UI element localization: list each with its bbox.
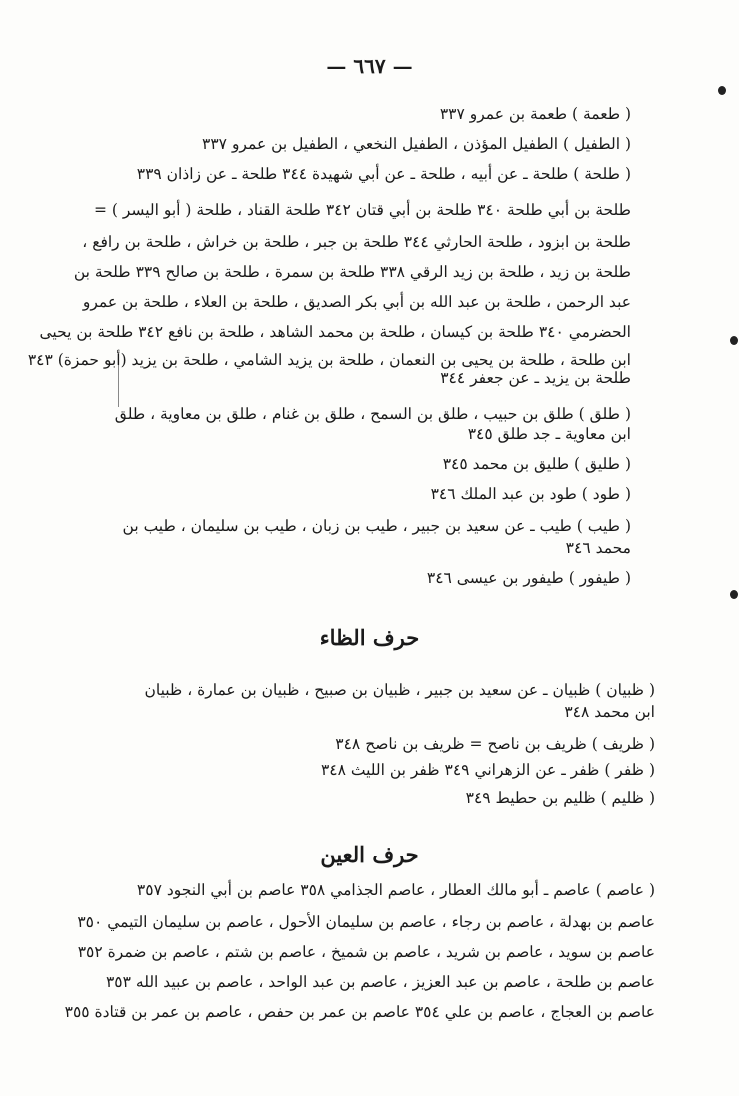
entry-line: ( طعمة ) طعمة بن عمرو ٣٣٧: [439, 105, 631, 123]
entry-line: محمد ٣٤٦: [565, 539, 631, 557]
entry-line: ( طيفور ) طيفور بن عيسى ٣٤٦: [426, 569, 631, 587]
entry-line: ( طود ) طود بن عبد الملك ٣٤٦: [430, 485, 631, 503]
entry-line: طلحة بن زيد ، طلحة بن زيد الرقي ٣٣٨ طلحة بن سمرة ، طلحة بن صالح ٣٣٩ طلحة بن: [73, 263, 631, 281]
entry-line: عبد الرحمن ، طلحة بن عبد الله بن أبي بكر الصديق ، طلحة بن العلاء ، طلحة بن عمرو: [82, 293, 631, 311]
entry-line: ( ظفر ) ظفر ـ عن الزهراني ٣٤٩ ظفر بن الليث ٣٤٨: [320, 761, 655, 779]
entry-line: ابن طلحة ، طلحة بن يحيى بن النعمان ، طلحة بن يزيد الشامي ، طلحة بن يزيد (أبو حمزة) ٣٤٣: [27, 351, 631, 369]
margin-mark: [730, 590, 738, 599]
entry-line: عاصم بن العجاج ، عاصم بن علي ٣٥٤ عاصم بن عمر بن حفص ، عاصم بن عمر بن قتادة ٣٥٥: [64, 1003, 655, 1021]
section-heading: حرف العين: [320, 842, 419, 867]
entry-line: عاصم بن طلحة ، عاصم بن عبد العزيز ، عاصم بن عبد الواحد ، عاصم بن عبيد الله ٣٥٣: [105, 973, 655, 991]
margin-mark: [730, 336, 738, 345]
entry-line: الحضرمي ٣٤٠ طلحة بن كيسان ، طلحة بن محمد الشاهد ، طلحة بن نافع ٣٤٢ طلحة بن يحيى: [39, 323, 631, 341]
entry-line: ( الطفيل ) الطفيل المؤذن ، الطفيل النخعي ، الطفيل بن عمرو ٣٣٧: [202, 135, 631, 153]
entry-line: طلحة بن ابزود ، طلحة الحارثي ٣٤٤ طلحة بن جبر ، طلحة بن خراش ، طلحة بن رافع ،: [82, 233, 631, 251]
entry-line: ( طلق ) طلق بن حبيب ، طلق بن السمح ، طلق بن غنام ، طلق بن معاوية ، طلق: [114, 405, 631, 423]
page-number: — ٦٦٧ —: [326, 54, 413, 78]
entry-line: عاصم بن سويد ، عاصم بن شريد ، عاصم بن شميخ ، عاصم بن شتم ، عاصم بن ضمرة ٣٥٢: [77, 943, 655, 961]
margin-mark: [718, 86, 726, 95]
entry-line: طلحة بن أبي طلحة ٣٤٠ طلحة بن أبي قتان ٣٤٢ طلحة القناد ، طلحة ( أبو اليسر ) =: [93, 201, 631, 219]
entry-line: طلحة بن يزيد ـ عن جعفر ٣٤٤: [440, 369, 631, 387]
entry-line: ( طلحة ) طلحة ـ عن أبيه ، طلحة ـ عن أبي شهيدة ٣٤٤ طلحة ـ عن زاذان ٣٣٩: [136, 165, 631, 183]
entry-line: ( طيب ) طيب ـ عن سعيد بن جبير ، طيب بن زبان ، طيب بن سليمان ، طيب بن: [122, 517, 631, 535]
entry-line: ( ظريف ) ظريف بن ناصح = ظريف بن ناصح ٣٤٨: [335, 735, 655, 753]
entry-line: عاصم بن بهدلة ، عاصم بن رجاء ، عاصم بن سليمان الأحول ، عاصم بن سليمان التيمي ٣٥٠: [77, 913, 655, 931]
entry-line: ابن محمد ٣٤٨: [564, 703, 655, 721]
section-heading: حرف الظاء: [319, 625, 420, 650]
entry-line: ( طليق ) طليق بن محمد ٣٤٥: [442, 455, 631, 473]
entry-line: ابن معاوية ـ جد طلق ٣٤٥: [467, 425, 631, 443]
entry-line: ( ظليم ) ظليم بن حطيط ٣٤٩: [465, 789, 655, 807]
entry-line: ( عاصم ) عاصم ـ أبو مالك العطار ، عاصم الجذامي ٣٥٨ عاصم بن أبي النجود ٣٥٧: [136, 881, 655, 899]
entry-line: ( ظبيان ) ظبيان ـ عن سعيد بن جبير ، ظبيان بن صبيح ، ظبيان بن عمارة ، ظبيان: [144, 681, 655, 699]
